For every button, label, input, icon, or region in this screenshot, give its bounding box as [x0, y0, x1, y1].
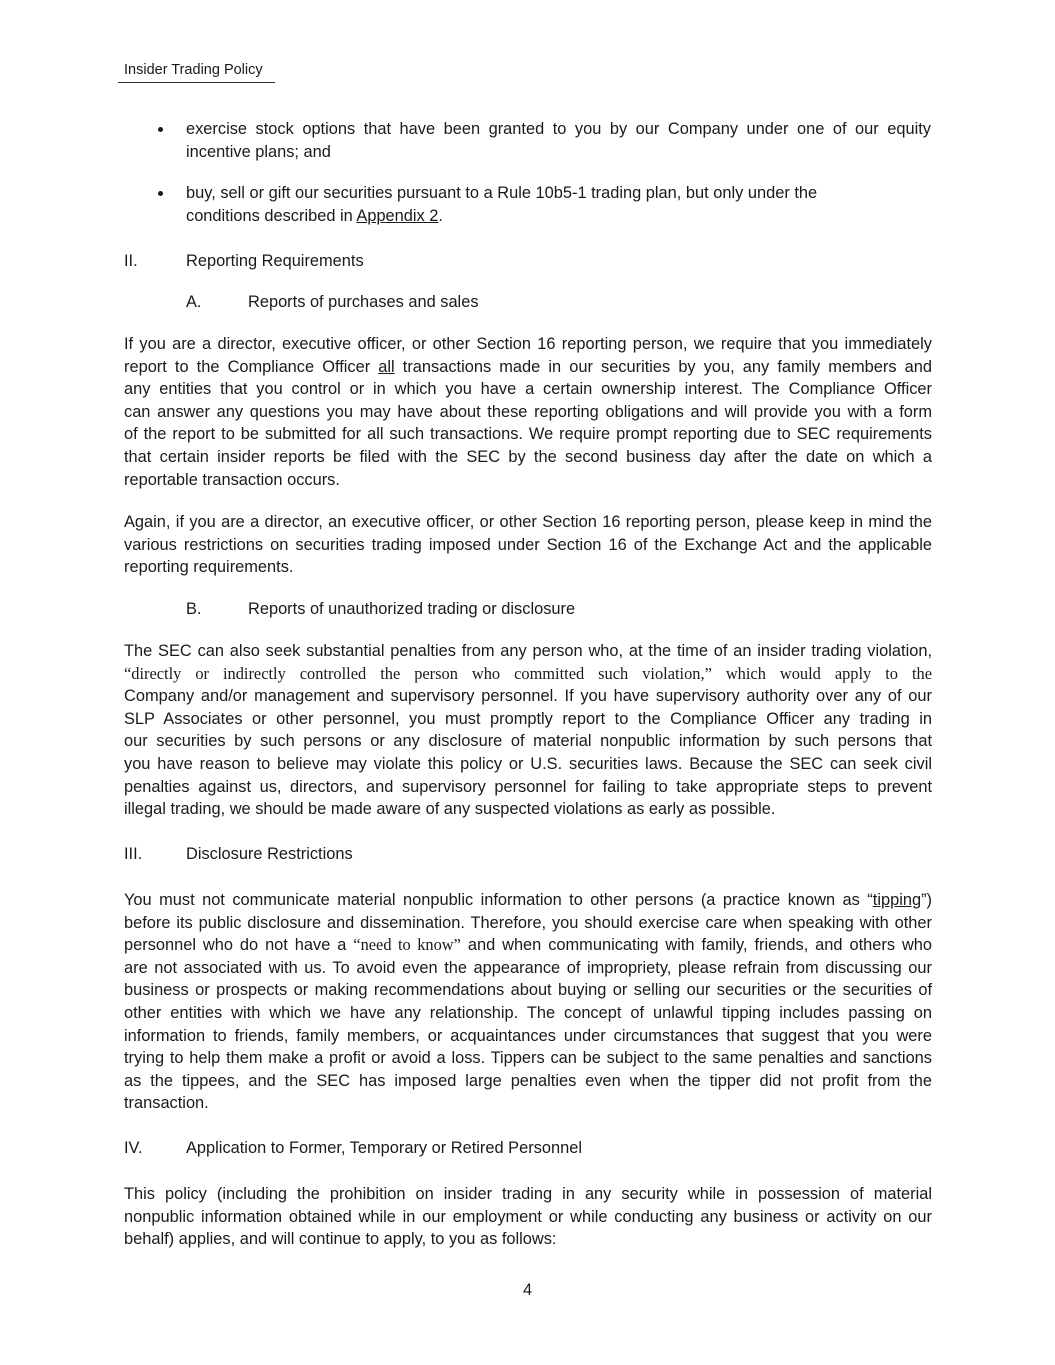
bullet-icon — [158, 127, 163, 132]
section-number: III. — [124, 845, 143, 863]
section-title: Reporting Requirements — [186, 252, 364, 270]
bullet-exercise-options — [186, 118, 931, 163]
bullet-line: incentive plans; and — [186, 142, 331, 161]
subsection-title: Reports of purchases and sales — [248, 293, 479, 311]
emphasis-all: all — [378, 357, 395, 376]
bullet-trading-plan — [186, 182, 931, 227]
section-iv-heading — [124, 1137, 582, 1160]
emphasis-tipping: tipping — [872, 891, 922, 909]
bullet-line: conditions described in Appendix 2. — [186, 206, 443, 225]
page-number: 4 — [522, 1281, 533, 1299]
subsection-b-heading — [186, 598, 575, 621]
paragraph-section-16: Again, if you are a director, an executive officer, or other Section 16 reporting person, please keep in mind the various restrictions on securities trading imposed under Section 16 of the Exchange Act and the applicable reporting requirements. — [124, 513, 932, 577]
running-header: Insider Trading Policy — [118, 60, 275, 83]
section-iii-heading — [124, 843, 353, 866]
subsection-letter: A. — [186, 293, 202, 311]
paragraph-reporting-obligations: If you are a director, executive officer, or other Section 16 reporting person, we require that you immediately report to the Compliance Officer all transactions made in our securities by you, any family members and any entities that you control or in which you have a certain ownership interest. The Compliance Officer can answer any questions you may have about these reporting obligations and will provide you with a form of the report to be submitted for all such transactions. We require prompt reporting due to SEC requirements that certain insider reports be filed with the SEC by the second business day after the date on which a reportable transaction occurs. — [124, 335, 932, 489]
section-title: Disclosure Restrictions — [186, 845, 353, 863]
section-ii-heading — [124, 250, 364, 273]
subsection-a-heading — [186, 291, 479, 314]
appendix-2-link[interactable]: Appendix 2 — [356, 206, 439, 225]
bullet-line: buy, sell or gift our securities pursuant to a Rule 10b5-1 trading plan, but only under the — [186, 184, 818, 202]
bullet-line: exercise stock options that have been granted to you by our Company under one of our equity — [186, 120, 931, 138]
section-number: IV. — [124, 1139, 143, 1157]
subsection-letter: B. — [186, 600, 202, 618]
paragraph-disclosure: You must not communicate material nonpublic information to other persons (a practice known as “tipping”) before its public disclosure and dissemination. Therefore, you should exercise care when speaking with other personnel who do not have a “need to know” and when communicating with family, friends, and others who are not associated with us. To avoid even the appearance of impropriety, please refrain from discussing our business or prospects or making recommendations about buying or selling our securities or the securities of other entities with which we have any relationship. The concept of unlawful tipping includes passing on information to friends, family members, or acquaintances under circumstances that suggest that you were trying to help them make a profit or avoid a loss. Tippers can be subject to the same penalties and sanctions as the tippees, and the SEC has imposed large penalties even when the tipper did not profit from the transaction. — [124, 891, 933, 1113]
section-number: II. — [124, 252, 138, 270]
bullet-icon — [158, 191, 163, 196]
paragraph-application: This policy (including the prohibition on insider trading in any security while in possession of material nonpublic information obtained while in our employment or while conducting any business or activity on our behalf) applies, and will continue to apply, to you as follows: — [124, 1185, 932, 1249]
section-title: Application to Former, Temporary or Retired Personnel — [186, 1139, 582, 1157]
paragraph-sec-penalties: The SEC can also seek substantial penalties from any person who, at the time of an insider trading violation, “directly or indirectly controlled the person who committed such violation,” which would apply to the Company and/or management and supervisory personnel. If you have supervisory authority over any of our SLP Associates or other personnel, you must promptly report to the Compliance Officer any trading in our securities by such persons or any disclosure of material nonpublic information by such persons that you have reason to believe may violate this policy or U.S. securities laws. Because the SEC can seek civil penalties against us, directors, and supervisory personnel for failing to take appropriate steps to prevent illegal trading, we should be made aware of any suspected violations as early as possible. — [124, 642, 932, 819]
subsection-title: Reports of unauthorized trading or disclosure — [248, 600, 576, 618]
